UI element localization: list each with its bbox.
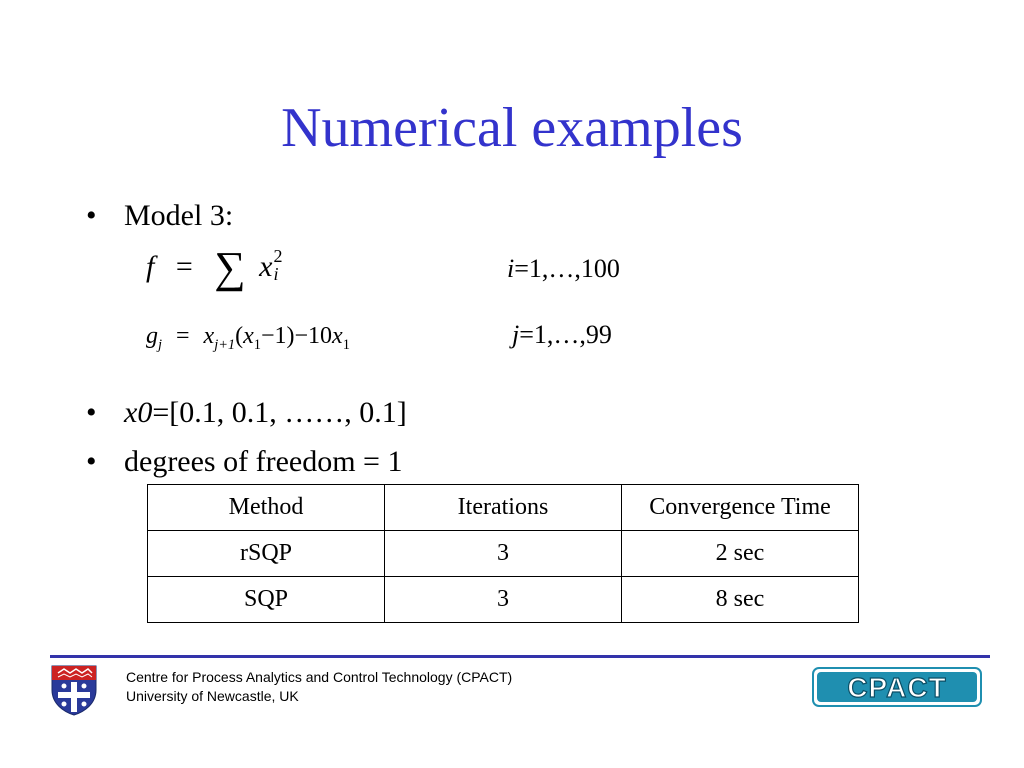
- eq-mid: −1)−10: [260, 323, 333, 349]
- bullet-icon: •: [86, 445, 97, 478]
- table-cell: rSQP: [148, 531, 385, 577]
- constraint-equation: [146, 324, 350, 352]
- footer-rule: [50, 655, 990, 658]
- bullet-emph: x0: [124, 396, 153, 429]
- eq-equals: =: [175, 250, 193, 283]
- eq-f: f: [146, 250, 155, 283]
- objective-equation: [146, 243, 283, 292]
- bullet-text: degrees of freedom = 1: [124, 445, 403, 478]
- table-cell: 8 sec: [622, 577, 859, 623]
- eq-x: x: [259, 250, 273, 283]
- table-row: [148, 531, 859, 577]
- table-header-cell: Method: [148, 485, 385, 531]
- eq-x1-sub: 1: [253, 336, 261, 353]
- table-cell: 3: [385, 531, 622, 577]
- range-i-text: =1,…,100: [514, 254, 620, 283]
- bullet-text: Model 3:: [124, 199, 234, 232]
- bullet-icon: •: [86, 199, 97, 232]
- sum-icon: ∑: [214, 243, 246, 292]
- eq-sub: i: [273, 264, 279, 285]
- range-j: j: [512, 320, 520, 349]
- university-shield-icon: [50, 664, 98, 716]
- bullet-text: =[0.1, 0.1, ……, 0.1]: [152, 396, 407, 429]
- footer-text: [126, 668, 512, 706]
- footer-line-2: University of Newcastle, UK: [126, 688, 299, 704]
- objective-range: [507, 256, 620, 282]
- results-table: [147, 484, 859, 623]
- table-cell: 2 sec: [622, 531, 859, 577]
- footer-line-1: Centre for Process Analytics and Control Technology (CPACT): [126, 669, 513, 685]
- table-header-row: [148, 485, 859, 531]
- eq-equals-2: =: [176, 323, 190, 349]
- cpact-logo-text: CPACT: [847, 672, 947, 703]
- range-j-text: =1,…,99: [519, 320, 612, 349]
- range-i: i: [507, 254, 515, 283]
- bullet-icon: •: [86, 396, 97, 429]
- table-header-cell: Iterations: [385, 485, 622, 531]
- table-cell: 3: [385, 577, 622, 623]
- eq-x-j-sub: j+1: [214, 336, 236, 353]
- table-row: [148, 577, 859, 623]
- eq-x-j: x: [203, 323, 215, 349]
- bullet-x0: [86, 398, 407, 428]
- eq-x2-sub: 1: [342, 336, 350, 353]
- table-header-cell: Convergence Time: [622, 485, 859, 531]
- cpact-logo: [812, 667, 982, 707]
- eq-paren: (: [235, 323, 244, 349]
- eq-g-sub: j: [158, 336, 162, 353]
- slide-title: Numerical examples: [281, 97, 743, 159]
- eq-x1: x: [243, 323, 254, 349]
- eq-sup: 2: [273, 246, 283, 267]
- constraint-range: [512, 322, 612, 348]
- table-cell: SQP: [148, 577, 385, 623]
- bullet-dof: [86, 447, 402, 477]
- bullet-model: [86, 201, 233, 231]
- eq-g: g: [146, 323, 158, 349]
- eq-x2: x: [332, 323, 343, 349]
